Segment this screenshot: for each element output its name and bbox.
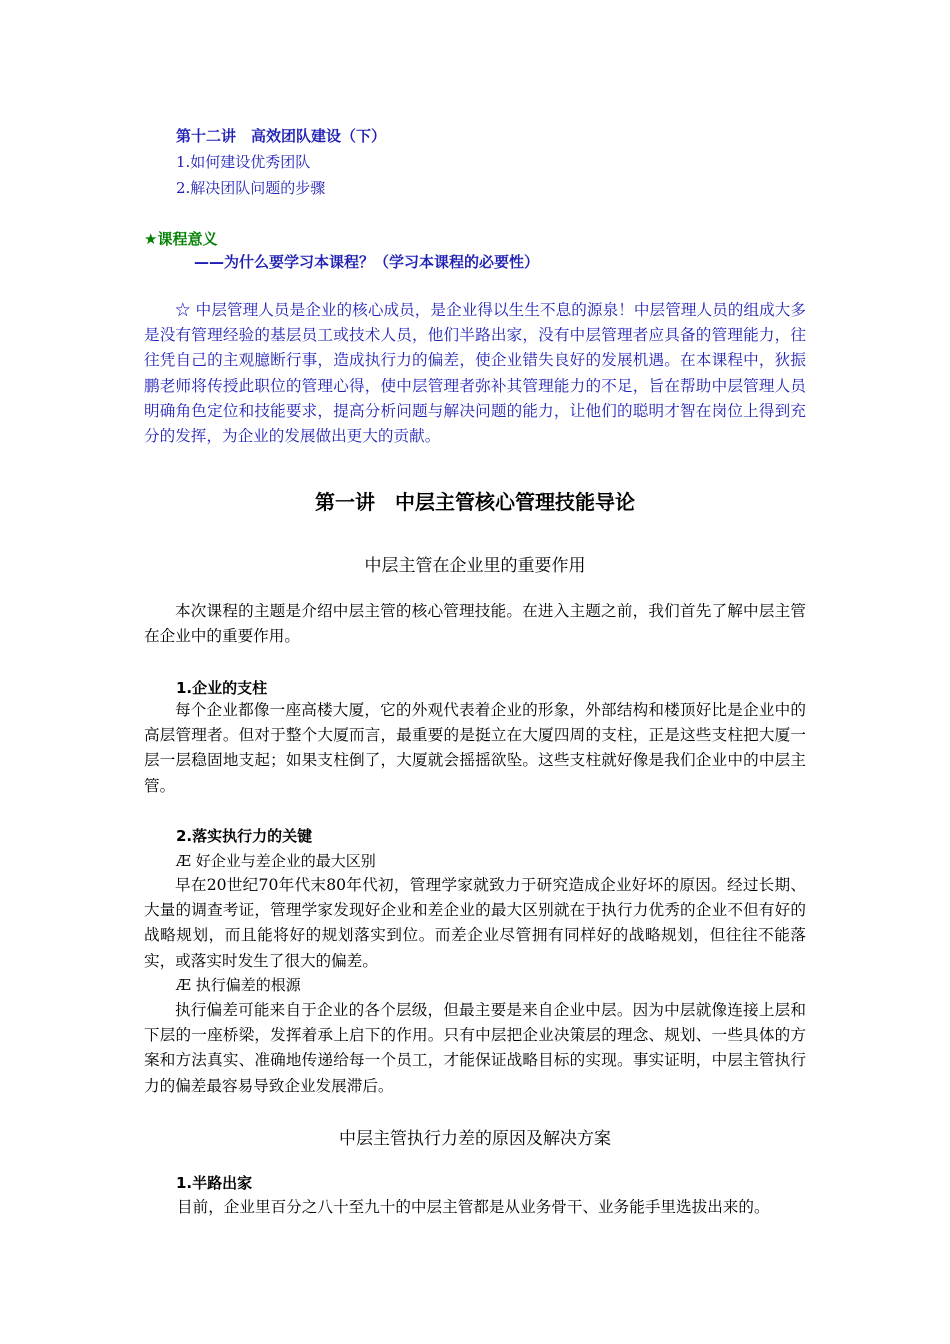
point-heading-pillar: 1.企业的支柱 [176,679,268,697]
course-meaning-subheading: ——为什么要学习本课程？（学习本课程的必要性） [194,253,540,271]
point-text-deviation: 执行偏差可能来自于企业的各个层级，但最主要是来自企业中层。因为中层就像连接上层和下层的一座桥梁，发挥着承上启下的作用。只有中层把企业决策层的理念、规划、一些具体的方案和方法真实、准确地传递给每一个员工，才能保证战略目标的实现。事实证明，中层主管执行力的偏差最容易导致企业发展滞后。 [144,1001,806,1095]
point-heading-execution: 2.落实执行力的关键 [176,827,313,845]
point-heading-halfway: 1.半路出家 [176,1174,253,1192]
bullet-deviation-root: Æ 执行偏差的根源 [176,976,301,994]
bullet-good-vs-bad: Æ 好企业与差企业的最大区别 [176,852,376,870]
section-title-causes: 中层主管执行力差的原因及解决方案 [339,1129,611,1149]
course-meaning-paragraph: ☆ 中层管理人员是企业的核心成员，是企业得以生生不息的源泉！中层管理人员的组成大多是没有管理经验的基层员工或技术人员，他们半路出家，没有中层管理者应具备的管理能力，往往凭自己的主观臆断行事，造成执行力的偏差，使企业错失良好的发展机遇。在本课程中，狄振鹏老师将传授此职位的管理心得，使中层管理者弥补其管理能力的不足，旨在帮助中层管理人员明确角色定位和技能要求，提高分析问题与解决问题的能力，让他们的聪明才智在岗位上得到充分的发挥，为企业的发展做出更大的贡献。 [144,301,806,446]
lecture-title: 第十二讲 高效团队建设（下） [176,127,387,145]
point-text-difference: 早在20世纪70年代末80年代初，管理学家就致力于研究造成企业好坏的原因。经过长期、大量的调查考证，管理学家发现好企业和差企业的最大区别就在于执行力优秀的企业不但有好的战略规划，而且能将好的规划落实到位。而差企业尽管拥有同样好的战略规划，但往往不能落实，或落实时发生了很大的偏差。 [144,876,806,970]
section-intro-paragraph: 本次课程的主题是介绍中层主管的核心管理技能。在进入主题之前，我们首先了解中层主管在企业中的重要作用。 [144,602,806,646]
point-text-halfway: 目前，企业里百分之八十至九十的中层主管都是从业务骨干、业务能手里选拔出来的。 [177,1198,770,1216]
point-text-pillar: 每个企业都像一座高楼大厦，它的外观代表着企业的形象，外部结构和楼顶好比是企业中的高层管理者。但对于整个大厦而言，最重要的是挺立在大厦四周的支柱，正是这些支柱把大厦一层一层稳固地支起；如果支柱倒了，大厦就会摇摇欲坠。这些支柱就好像是我们企业中的中层主管。 [144,701,806,795]
lecture-item-1: 1.如何建设优秀团队 [176,153,311,171]
chapter-title: 第一讲 中层主管核心管理技能导论 [315,490,635,514]
section-title-importance: 中层主管在企业里的重要作用 [364,556,586,576]
lecture-item-2: 2.解决团队问题的步骤 [176,179,326,197]
course-meaning-heading: ★课程意义 [144,230,218,248]
